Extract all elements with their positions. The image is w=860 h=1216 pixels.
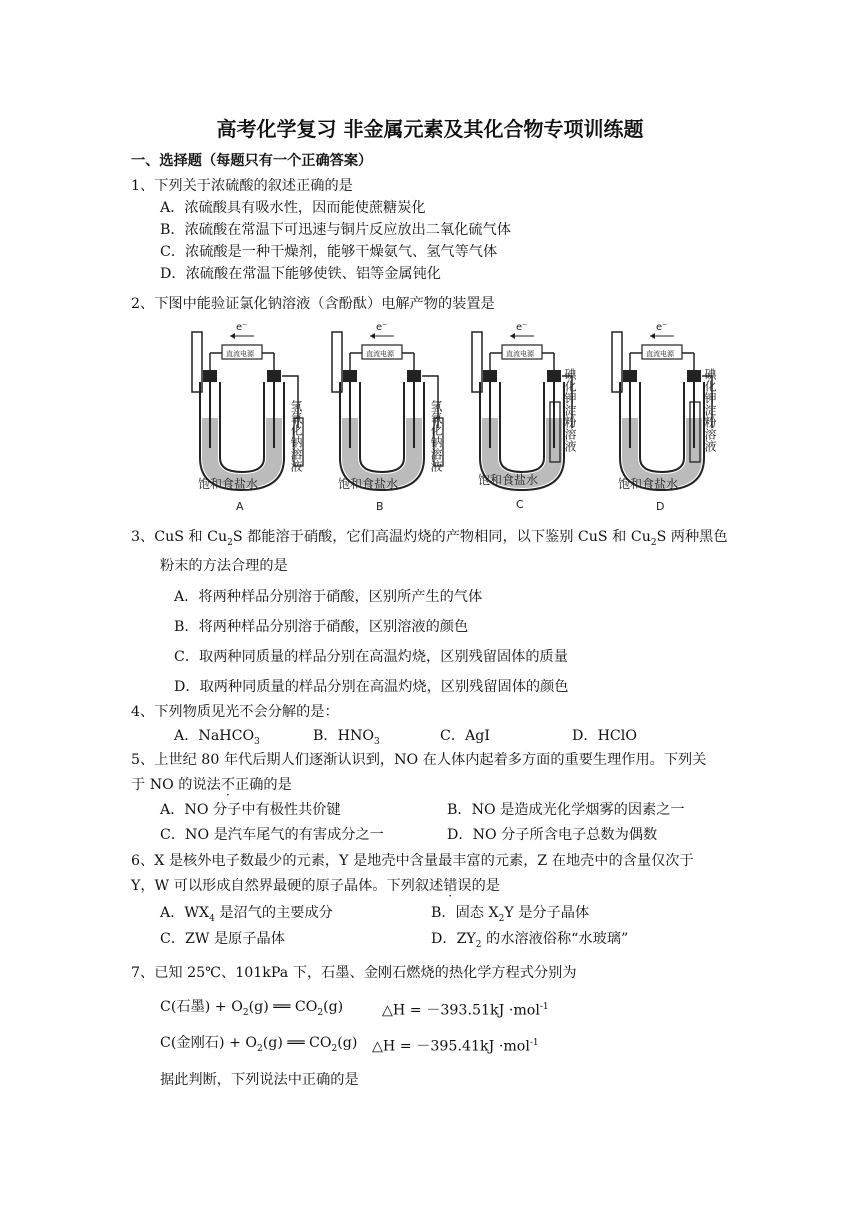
electrolysis-apparatus-figure	[190, 318, 730, 518]
electron-label-d: e⁻	[656, 322, 668, 333]
q7-dh2-sup: -1	[529, 1038, 539, 1048]
q1-option-b: B．浓硫酸在常温下可迅速与铜片反应放出二氧化硫气体	[160, 222, 511, 238]
brine-label-b: 饱和食盐水	[338, 477, 399, 491]
q6-d-pre: D．ZY	[431, 931, 476, 947]
q3-stem-part3: S 两种黑色	[656, 529, 728, 545]
q7-eq2-sub2: 2	[331, 1043, 338, 1054]
q3-sub1: 2	[227, 537, 233, 548]
q4-option-b	[313, 726, 380, 752]
q7-equation-2	[160, 1033, 357, 1059]
q6-d-post: 的水溶液俗称“水玻璃”	[481, 931, 629, 947]
q5-option-b: B．NO 是造成光化学烟雾的因素之一	[447, 802, 685, 818]
q6-option-d	[431, 929, 628, 955]
figure-label-b: B	[376, 500, 384, 513]
q6-b-pre: B．固态 X	[431, 905, 499, 921]
q6-a-pre: A．WX	[160, 905, 210, 921]
q4-option-a	[174, 726, 260, 752]
q6-a-sub: 4	[209, 913, 215, 924]
figure-label-a: A	[236, 500, 244, 513]
naoh-label-b: 氢氧化钠溶液	[429, 400, 443, 472]
q6-option-b	[431, 903, 589, 929]
q3-stem-part1: 3、CuS 和 Cu	[131, 529, 228, 545]
q6-stem2-post: 误的是	[457, 878, 500, 894]
q6-stem: 6、X 是核外电子数最少的元素，Y 是地壳中含量最丰富的元素，Z 在地壳中的含量仅次于	[131, 853, 694, 869]
q7-dh1: △H = －393.51kJ ·mol	[382, 1002, 540, 1019]
q4-a-sub: 3	[254, 736, 260, 747]
q5-stem2-pre: 于 NO 的说法	[131, 777, 221, 793]
power-label-a: 直流电源	[226, 350, 254, 358]
ki-label-c: 碘化钾淀粉溶液	[563, 368, 577, 452]
q7-eq1-pre: C(石墨) + O	[160, 999, 243, 1015]
ki-label-d: 碘化钾淀粉溶液	[703, 368, 717, 452]
q1-option-c: C．浓硫酸是一种干燥剂，能够干燥氨气、氢气等气体	[160, 244, 498, 260]
q7-eq2-sub1: 2	[257, 1043, 263, 1054]
q7-equation-1	[160, 997, 343, 1023]
q3-option-b: B．将两种样品分别溶于硝酸，区别溶液的颜色	[174, 619, 469, 635]
q1-option-a: A．浓硫酸具有吸水性，因而能使蔗糖炭化	[160, 200, 426, 216]
q3-stem-part2: S 都能溶于硝酸，它们高温灼烧的产物相同，以下鉴别 CuS 和 Cu	[232, 529, 651, 545]
q6-option-a	[160, 903, 333, 929]
q7-dh1-sup: -1	[539, 1002, 549, 1012]
q3-option-c: C．取两种同质量的样品分别在高温灼烧，区别残留固体的质量	[174, 649, 568, 665]
q7-eq1-sub1: 2	[242, 1007, 249, 1018]
q3-option-a: A．将两种样品分别溶于硝酸，区别所产生的气体	[174, 589, 483, 605]
q7-eq2-post: (g)	[337, 1035, 358, 1051]
q5-option-a: A．NO 分子中有极性共价键	[160, 802, 341, 818]
q6-d-sub: 2	[475, 939, 482, 950]
power-label-c: 直流电源	[506, 350, 534, 358]
q4-b-text: B．HNO	[313, 728, 375, 744]
q5-option-c: C．NO 是汽车尾气的有害成分之一	[160, 827, 384, 843]
q4-stem: 4、下列物质见光不会分解的是：	[131, 704, 339, 720]
electron-label-a: e⁻	[236, 322, 248, 333]
q4-b-sub: 3	[374, 736, 380, 747]
q7-dh2: △H = －395.41kJ ·mol	[372, 1038, 530, 1055]
q6-option-c: C．ZW 是原子晶体	[160, 931, 285, 947]
power-label-d: 直流电源	[646, 350, 674, 358]
brine-label-c: 饱和食盐水	[478, 473, 539, 487]
q6-stem2-pre: Y，W 可以形成自然界最硬的原子晶体。下列叙述	[131, 878, 444, 894]
q7-eq2-pre: C(金刚石) + O	[160, 1035, 258, 1051]
q5-emphasis-mark: 不	[220, 777, 236, 793]
q7-enthalpy-1	[382, 997, 549, 1021]
q1-stem: 1、下列关于浓硫酸的叙述正确的是	[131, 178, 353, 194]
q5-option-d: D．NO 分子所含电子总数为偶数	[447, 827, 658, 843]
q5-stem2-post: 正确的是	[235, 777, 292, 793]
brine-label-a: 饱和食盐水	[198, 477, 259, 491]
page-title: 高考化学复习 非金属元素及其化合物专项训练题	[216, 117, 644, 141]
figure-label-d: D	[656, 500, 665, 513]
figure-label-c: C	[516, 498, 524, 511]
q4-a-text: A．NaHCO	[174, 728, 255, 744]
q6-b-post: Y 是分子晶体	[504, 905, 590, 921]
q6-stem-line2	[131, 876, 500, 896]
q7-tail: 据此判断，下列说法中正确的是	[160, 1072, 359, 1088]
section-heading: 一、选择题（每题只有一个正确答案）	[131, 153, 373, 169]
q3-sub2: 2	[650, 537, 657, 548]
q7-eq1-post: (g)	[323, 999, 344, 1015]
q2-stem: 2、下图中能验证氯化钠溶液（含酚酞）电解产物的装置是	[131, 296, 495, 312]
q5-stem-line2	[131, 775, 292, 795]
q7-eq1-sub2: 2	[317, 1007, 324, 1018]
q6-emphasis-mark: 错	[443, 878, 458, 894]
q7-enthalpy-2	[372, 1033, 539, 1057]
electron-label-b: e⁻	[376, 322, 388, 333]
q3-stem-line2: 粉末的方法合理的是	[160, 558, 288, 574]
q3-option-d: D．取两种同质量的样品分别在高温灼烧，区别残留固体的颜色	[174, 679, 569, 695]
q4-option-c: C．AgI	[440, 728, 490, 744]
electron-label-c: e⁻	[516, 322, 528, 333]
power-label-b: 直流电源	[366, 350, 394, 358]
q1-option-d: D．浓硫酸在常温下能够使铁、铝等金属钝化	[160, 266, 441, 282]
q3-stem	[131, 527, 728, 553]
q7-eq1-mid: (g) ══ CO	[248, 999, 318, 1015]
q4-option-d: D．HClO	[572, 728, 637, 744]
brine-label-d: 饱和食盐水	[618, 477, 679, 491]
q6-b-sub: 2	[498, 913, 505, 924]
q6-a-post: 是沼气的主要成分	[214, 905, 333, 921]
q7-stem: 7、已知 25℃、101kPa 下，石墨、金刚石燃烧的热化学方程式分别为	[131, 965, 577, 981]
q5-stem: 5、上世纪 80 年代后期人们逐渐认识到，NO 在人体内起着多方面的重要生理作用。下列关	[131, 752, 707, 768]
q7-eq2-mid: (g) ══ CO	[262, 1035, 332, 1051]
naoh-label-a: 氢氧化钠溶液	[289, 400, 303, 472]
